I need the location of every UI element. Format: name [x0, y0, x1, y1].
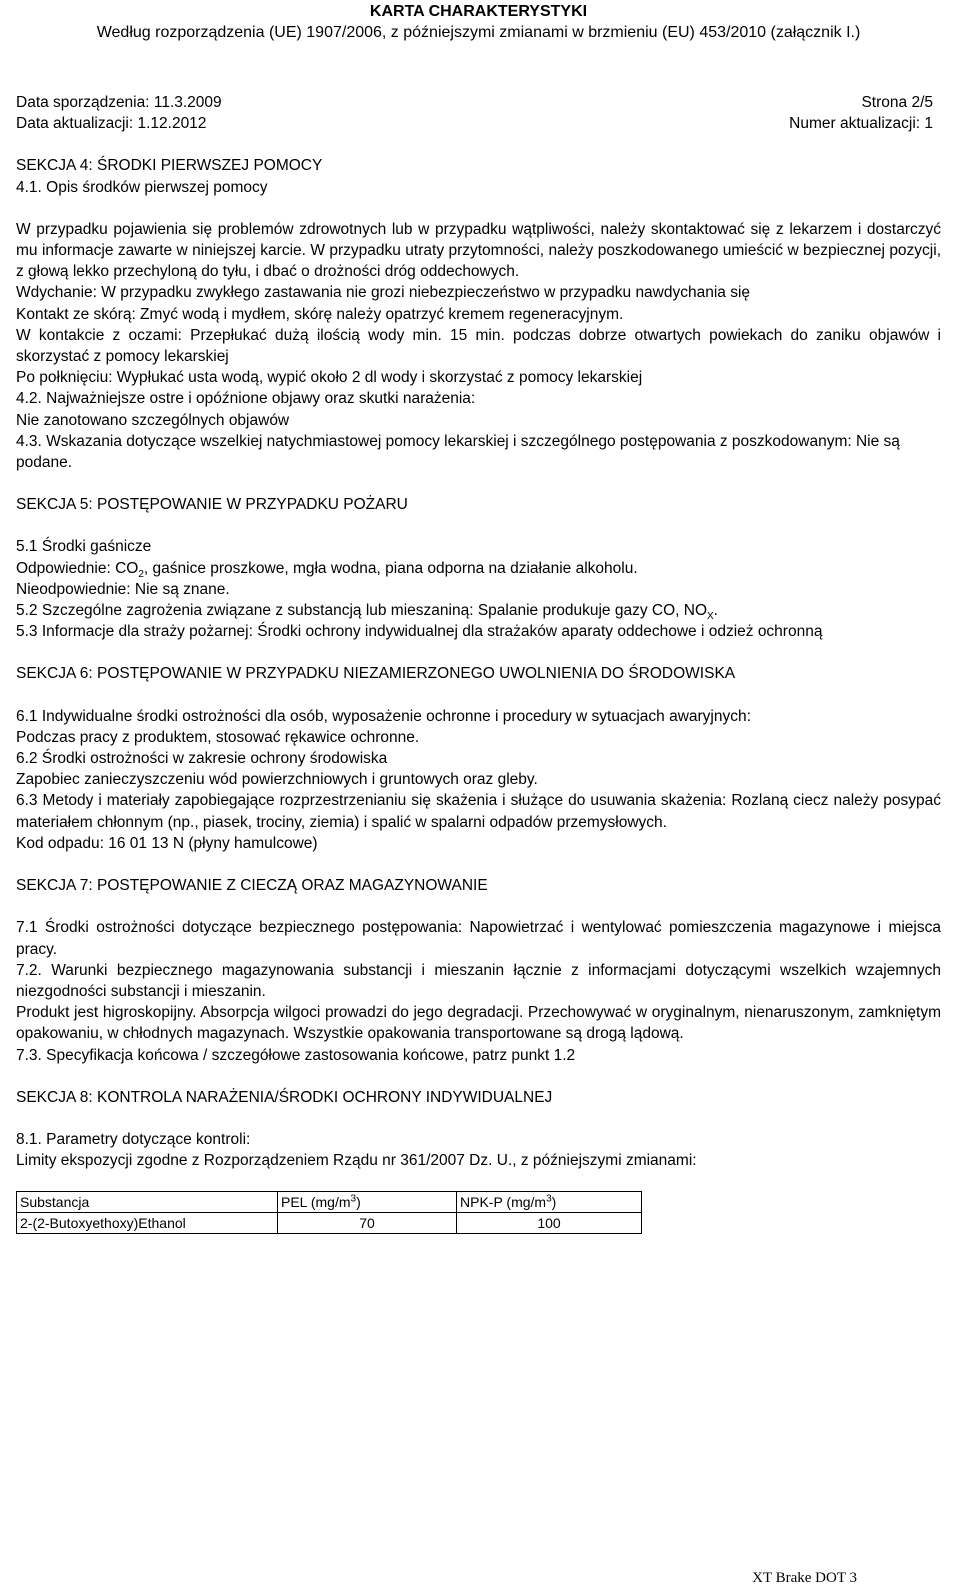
meta-row-1 — [16, 92, 941, 113]
table-row — [17, 1213, 642, 1234]
section-6-heading: SEKCJA 6: POSTĘPOWANIE W PRZYPADKU NIEZAMIERZONEGO UWOLNIENIA DO ŚRODOWISKA — [16, 665, 736, 683]
section-7-1-text: 7.1 Środki ostrożności dotyczące bezpiecznego postępowania: Napowietrzać i wentylować pomieszczenia magazynowe i miejsca pracy. — [16, 919, 941, 958]
table-header-row — [17, 1192, 642, 1213]
section-4-3-text: 4.3. Wskazania dotyczące wszelkiej natychmiastowej pomocy lekarskiej i szczególnego postępowania z poszkodowanym: Nie są podane. — [16, 432, 900, 472]
exposure-limits-text: Limity ekspozycji zgodne z Rozporządzeniem Rządu nr 361/2007 Dz. U., z późniejszymi zmianami: — [16, 1152, 697, 1170]
unsuitable-media-text: Nieodpowiednie: Nie są znane. — [16, 580, 230, 598]
skin-contact-text: Kontakt ze skórą: Zmyć wodą i mydłem, skórę należy opatrzyć kremem regeneracyjnym. — [16, 305, 624, 323]
section-5-heading: SEKCJA 5: POSTĘPOWANIE W PRZYPADKU POŻARU — [16, 496, 408, 514]
eye-contact-text: W kontakcie z oczami: Przepłukać dużą ilością wody min. 15 min. podczas dobrze otwartych powiekach do zaniku objawów i skorzystać z pomocy lekarskiej — [16, 326, 941, 366]
section-4-2-text: Nie zanotowano szczególnych objawów — [16, 411, 290, 429]
section-4-1-text: W przypadku pojawienia się problemów zdrowotnych lub w przypadku wątpliwości, należy skontaktować się z lekarzem i dostarczyć mu informacje zawarte w niniejszej karcie. W przypadku utraty przytomności, należy poszkodowanego umieścić w bezpiecznej pozycji, z głową lekko przechyloną do tyłu, i dbać o drożności dróg oddechowych. — [16, 220, 941, 281]
section-8-1-title: 8.1. Parametry dotyczące kontroli: — [16, 1130, 251, 1148]
product-name-footer: XT Brake DOT 3 — [752, 1569, 857, 1586]
section-6-2-title: 6.2 Środki ostrożności w zakresie ochrony środowiska — [16, 750, 388, 768]
waste-code-text: Kod odpadu: 16 01 13 N (płyny hamulcowe) — [16, 834, 318, 852]
suitable-media-text: Odpowiednie: $CO_2$, gaśnice proszkowe, mgła wodna, piana odporna na działanie alkoholu. — [16, 559, 638, 580]
section-8-heading: SEKCJA 8: KONTROLA NARAŻENIA/ŚRODKI OCHRONY INDYWIDUALNEJ — [16, 1088, 553, 1106]
cell-pel: 70 — [278, 1213, 457, 1234]
cell-npk: 100 — [457, 1213, 642, 1234]
section-6-1-text: 6.1 Indywidualne środki ostrożności dla osób, wyposażenie ochronne i procedury w sytuacjach awaryjnych: — [16, 707, 751, 725]
cell-substance: 2-(2-Butoxyethoxy)Ethanol — [17, 1213, 278, 1234]
section-7-3-text: 7.3. Specyfikacja końcowa / szczegółowe zastosowania końcowe, patrz punkt 1.2 — [16, 1046, 576, 1064]
regulation-reference: Według rozporządzenia (UE) 1907/2006, z późniejszymi zmianami w brzmieniu (EU) 453/2010 (załącznik I.) — [96, 24, 861, 41]
document-title: KARTA CHARAKTERYSTYKI — [369, 3, 588, 20]
section-6-3-text: 6.3 Metody i materiały zapobiegające rozprzestrzenianiu się skażenia i służące do usuwania skażenia: Rozlaną ciecz należy posypać materiałem chłonnym (np., piasek, trociny, ziemia) i spalić w spalarni odpadów przemysłowych. — [16, 792, 941, 831]
page-number: Strona 2/5 — [861, 94, 933, 111]
header-substance: Substancja — [17, 1192, 278, 1213]
ingestion-text: Po połknięciu: Wypłukać usta wodą, wypić około 2 dl wody i skorzystać z pomocy lekarskiej — [16, 369, 643, 387]
section-4-1-title: 4.1. Opis środków pierwszej pomocy — [16, 178, 268, 196]
update-date: Data aktualizacji: 1.12.2012 — [16, 115, 207, 133]
meta-row-2 — [16, 113, 941, 134]
protective-gloves-text: Podczas pracy z produktem, stosować rękawice ochronne. — [16, 728, 420, 746]
section-5-1-title: 5.1 Środki gaśnicze — [16, 538, 152, 556]
environment-text: Zapobiec zanieczyszczeniu wód powierzchniowych i gruntowych oraz gleby. — [16, 771, 538, 789]
firefighter-advice-text: 5.3 Informacje dla straży pożarnej: Środki ochrony indywidualnej dla strażaków aparaty oddechowe i odzież ochronną — [16, 623, 823, 641]
section-7-heading: SEKCJA 7: POSTĘPOWANIE Z CIECZĄ ORAZ MAGAZYNOWANIE — [16, 877, 488, 895]
section-7-2-text: 7.2. Warunki bezpiecznego magazynowania substancji i mieszanin łącznie z informacjami dotyczącymi wszelkich wzajemnych niezgodności substancji i mieszanin. — [16, 961, 941, 1000]
section-4-2-title: 4.2. Najważniejsze ostre i opóźnione objawy oraz skutki narażenia: — [16, 390, 476, 408]
inhalation-text: Wdychanie: W przypadku zwykłego zastawania nie grozi niebezpieczeństwo w przypadku nawdychania się — [16, 284, 751, 302]
creation-date: Data sporządzenia: 11.3.2009 — [16, 94, 222, 111]
revision-number: Numer aktualizacji: 1 — [789, 115, 933, 133]
document-page — [16, 0, 941, 1234]
special-hazards-text: 5.2 Szczególne zagrożenia związane z substancją lub mieszaniną: Spalanie produkuje gazy CO, $NO_X$. — [16, 602, 718, 623]
header-npk: NPK-P $(mg/m^3)$ — [457, 1192, 642, 1213]
storage-text: Produkt jest higroskopijny. Absorpcja wilgoci prowadzi do jego degradacji. Przechowywać w oryginalnym, nienaruszonym, zamkniętym opakowaniu, w chłodnych magazynach. Wszystkie opakowania transportowane są drogą lądową. — [16, 1004, 941, 1043]
exposure-limits-table — [16, 1191, 642, 1234]
section-4-heading: SEKCJA 4: ŚRODKI PIERWSZEJ POMOCY — [16, 157, 323, 175]
header-pel: PEL $(mg/m^3)$ — [278, 1192, 457, 1213]
